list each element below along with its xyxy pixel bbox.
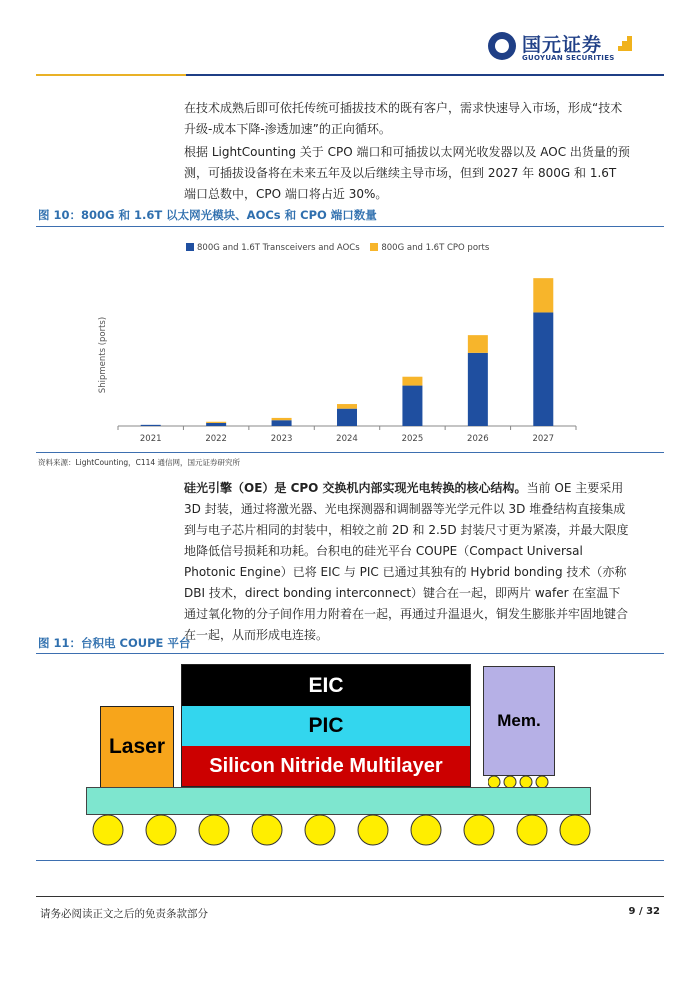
- figure-11-bottom-rule: [36, 860, 664, 861]
- bar-transceivers-2021: [141, 425, 161, 426]
- brand-name-cn: 国元证券: [522, 34, 603, 56]
- brand-logo: [488, 30, 638, 66]
- figure-11-title: 图 11：台积电 COUPE 平台: [38, 636, 191, 650]
- memory-bumps: [488, 774, 558, 787]
- paragraph-3: [184, 478, 630, 646]
- solder-ball: [464, 815, 494, 845]
- legend-swatch-transceivers: [186, 243, 194, 251]
- bar-cpo-2023: [272, 418, 292, 420]
- figure-10-source: 资料来源：LightCounting，C114 通信网，国元证券研究所: [38, 458, 241, 467]
- chart-legend: [186, 243, 497, 253]
- solder-ball: [560, 815, 590, 845]
- figure-10-bottom-rule: [36, 452, 664, 453]
- coupe-diagram: [36, 656, 664, 856]
- laser-block: Laser: [100, 706, 174, 788]
- solder-ball: [517, 815, 547, 845]
- page-number: 9 / 32: [628, 906, 660, 917]
- x-tick-label-2021: 2021: [139, 434, 162, 444]
- solder-ball: [146, 815, 176, 845]
- paragraph-3-body: 当前 OE 主要采用 3D 封装，通过将激光器、光电探测器和调制器等光学元件以 3D 堆叠结构直接集成到与电子芯片相同的封装中，相较之前 2D 和 2.5D 封装尺寸更为紧凑，并最大限度地降低信号损耗和功耗。台积电的硅光平台 COUPE（Compact Universal Photonic Engine）已将 EIC 与 PIC 已通过其独有的 Hybrid bonding 技术（亦称 DBI 技术，direct bonding interconnect）键合在一起，即两片 wafer 在室温下通过氧化物的分子间作用力附着在一起，再通过升温退火，铜发生膨胀并牢固地键合在一起，从而形成电连接。: [184, 481, 629, 642]
- bar-transceivers-2023: [272, 420, 292, 426]
- x-tick-label-2024: 2024: [336, 434, 358, 444]
- legend-label-transceivers: 800G and 1.6T Transceivers and AOCs: [197, 243, 360, 253]
- bar-cpo-2027: [533, 278, 553, 312]
- bar-transceivers-2027: [533, 312, 553, 426]
- header-accent-rule: [36, 74, 186, 76]
- solder-ball: [93, 815, 123, 845]
- bar-cpo-2026: [468, 335, 488, 353]
- pic-block: PIC: [181, 706, 471, 747]
- figure-10-title: 图 10：800G 和 1.6T 以太网光模块、AOCs 和 CPO 端口数量: [38, 208, 377, 222]
- paragraph-3-lead: 硅光引擎（OE）是 CPO 交换机内部实现光电转换的核心结构。: [184, 481, 527, 495]
- bar-transceivers-2026: [468, 353, 488, 426]
- solder-ball: [252, 815, 282, 845]
- x-tick-label-2023: 2023: [270, 434, 293, 444]
- solder-ball: [358, 815, 388, 845]
- shipments-bar-chart: [36, 260, 664, 450]
- bar-cpo-2024: [337, 404, 357, 409]
- legend-item-transceivers: [186, 243, 360, 253]
- solder-ball: [305, 815, 335, 845]
- legend-item-cpo: [370, 243, 489, 253]
- solder-ball: [411, 815, 441, 845]
- paragraph-1: 在技术成熟后即可依托传统可插拔技术的既有客户，需求快速导入市场，形成“技术升级-成本下降-渗透加速”的正向循环。: [184, 101, 623, 136]
- brand-name-en: GUOYUAN SECURITIES: [522, 54, 615, 62]
- legend-label-cpo: 800G and 1.6T CPO ports: [381, 243, 490, 253]
- x-tick-label-2026: 2026: [467, 434, 489, 444]
- figure-10-top-rule: [36, 226, 664, 227]
- bar-cpo-2022: [206, 422, 226, 423]
- bar-transceivers-2022: [206, 423, 226, 426]
- logo-stairs-icon: [618, 36, 632, 58]
- x-tick-label-2022: 2022: [205, 434, 227, 444]
- x-tick-label-2025: 2025: [401, 434, 424, 444]
- memory-block: Mem.: [483, 666, 555, 776]
- silicon-nitride-block: Silicon Nitride Multilayer: [181, 746, 471, 787]
- x-tick-label-2027: 2027: [532, 434, 555, 444]
- bar-transceivers-2025: [402, 386, 422, 426]
- bar-transceivers-2024: [337, 409, 357, 426]
- footer-disclaimer: 请务必阅读正文之后的免责条款部分: [40, 908, 208, 920]
- eic-block: EIC: [181, 664, 471, 708]
- substrate-block: [86, 787, 591, 815]
- logo-emblem-icon: [488, 32, 516, 60]
- legend-swatch-cpo: [370, 243, 378, 251]
- solder-ball: [199, 815, 229, 845]
- paragraph-2: 根据 LightCounting 关于 CPO 端口和可插拔以太网光收发器以及 AOC 出货量的预测，可插拔设备将在未来五年及以后继续主导市场，但到 2027 年 800G 和 1.6T 端口总数中，CPO 端口将占近 30%。: [184, 145, 630, 201]
- figure-11-top-rule: [36, 653, 664, 654]
- chart-y-axis-label: Shipments (ports): [98, 316, 108, 394]
- footer-rule: [36, 896, 664, 897]
- solder-balls: [86, 813, 596, 849]
- bar-cpo-2025: [402, 377, 422, 386]
